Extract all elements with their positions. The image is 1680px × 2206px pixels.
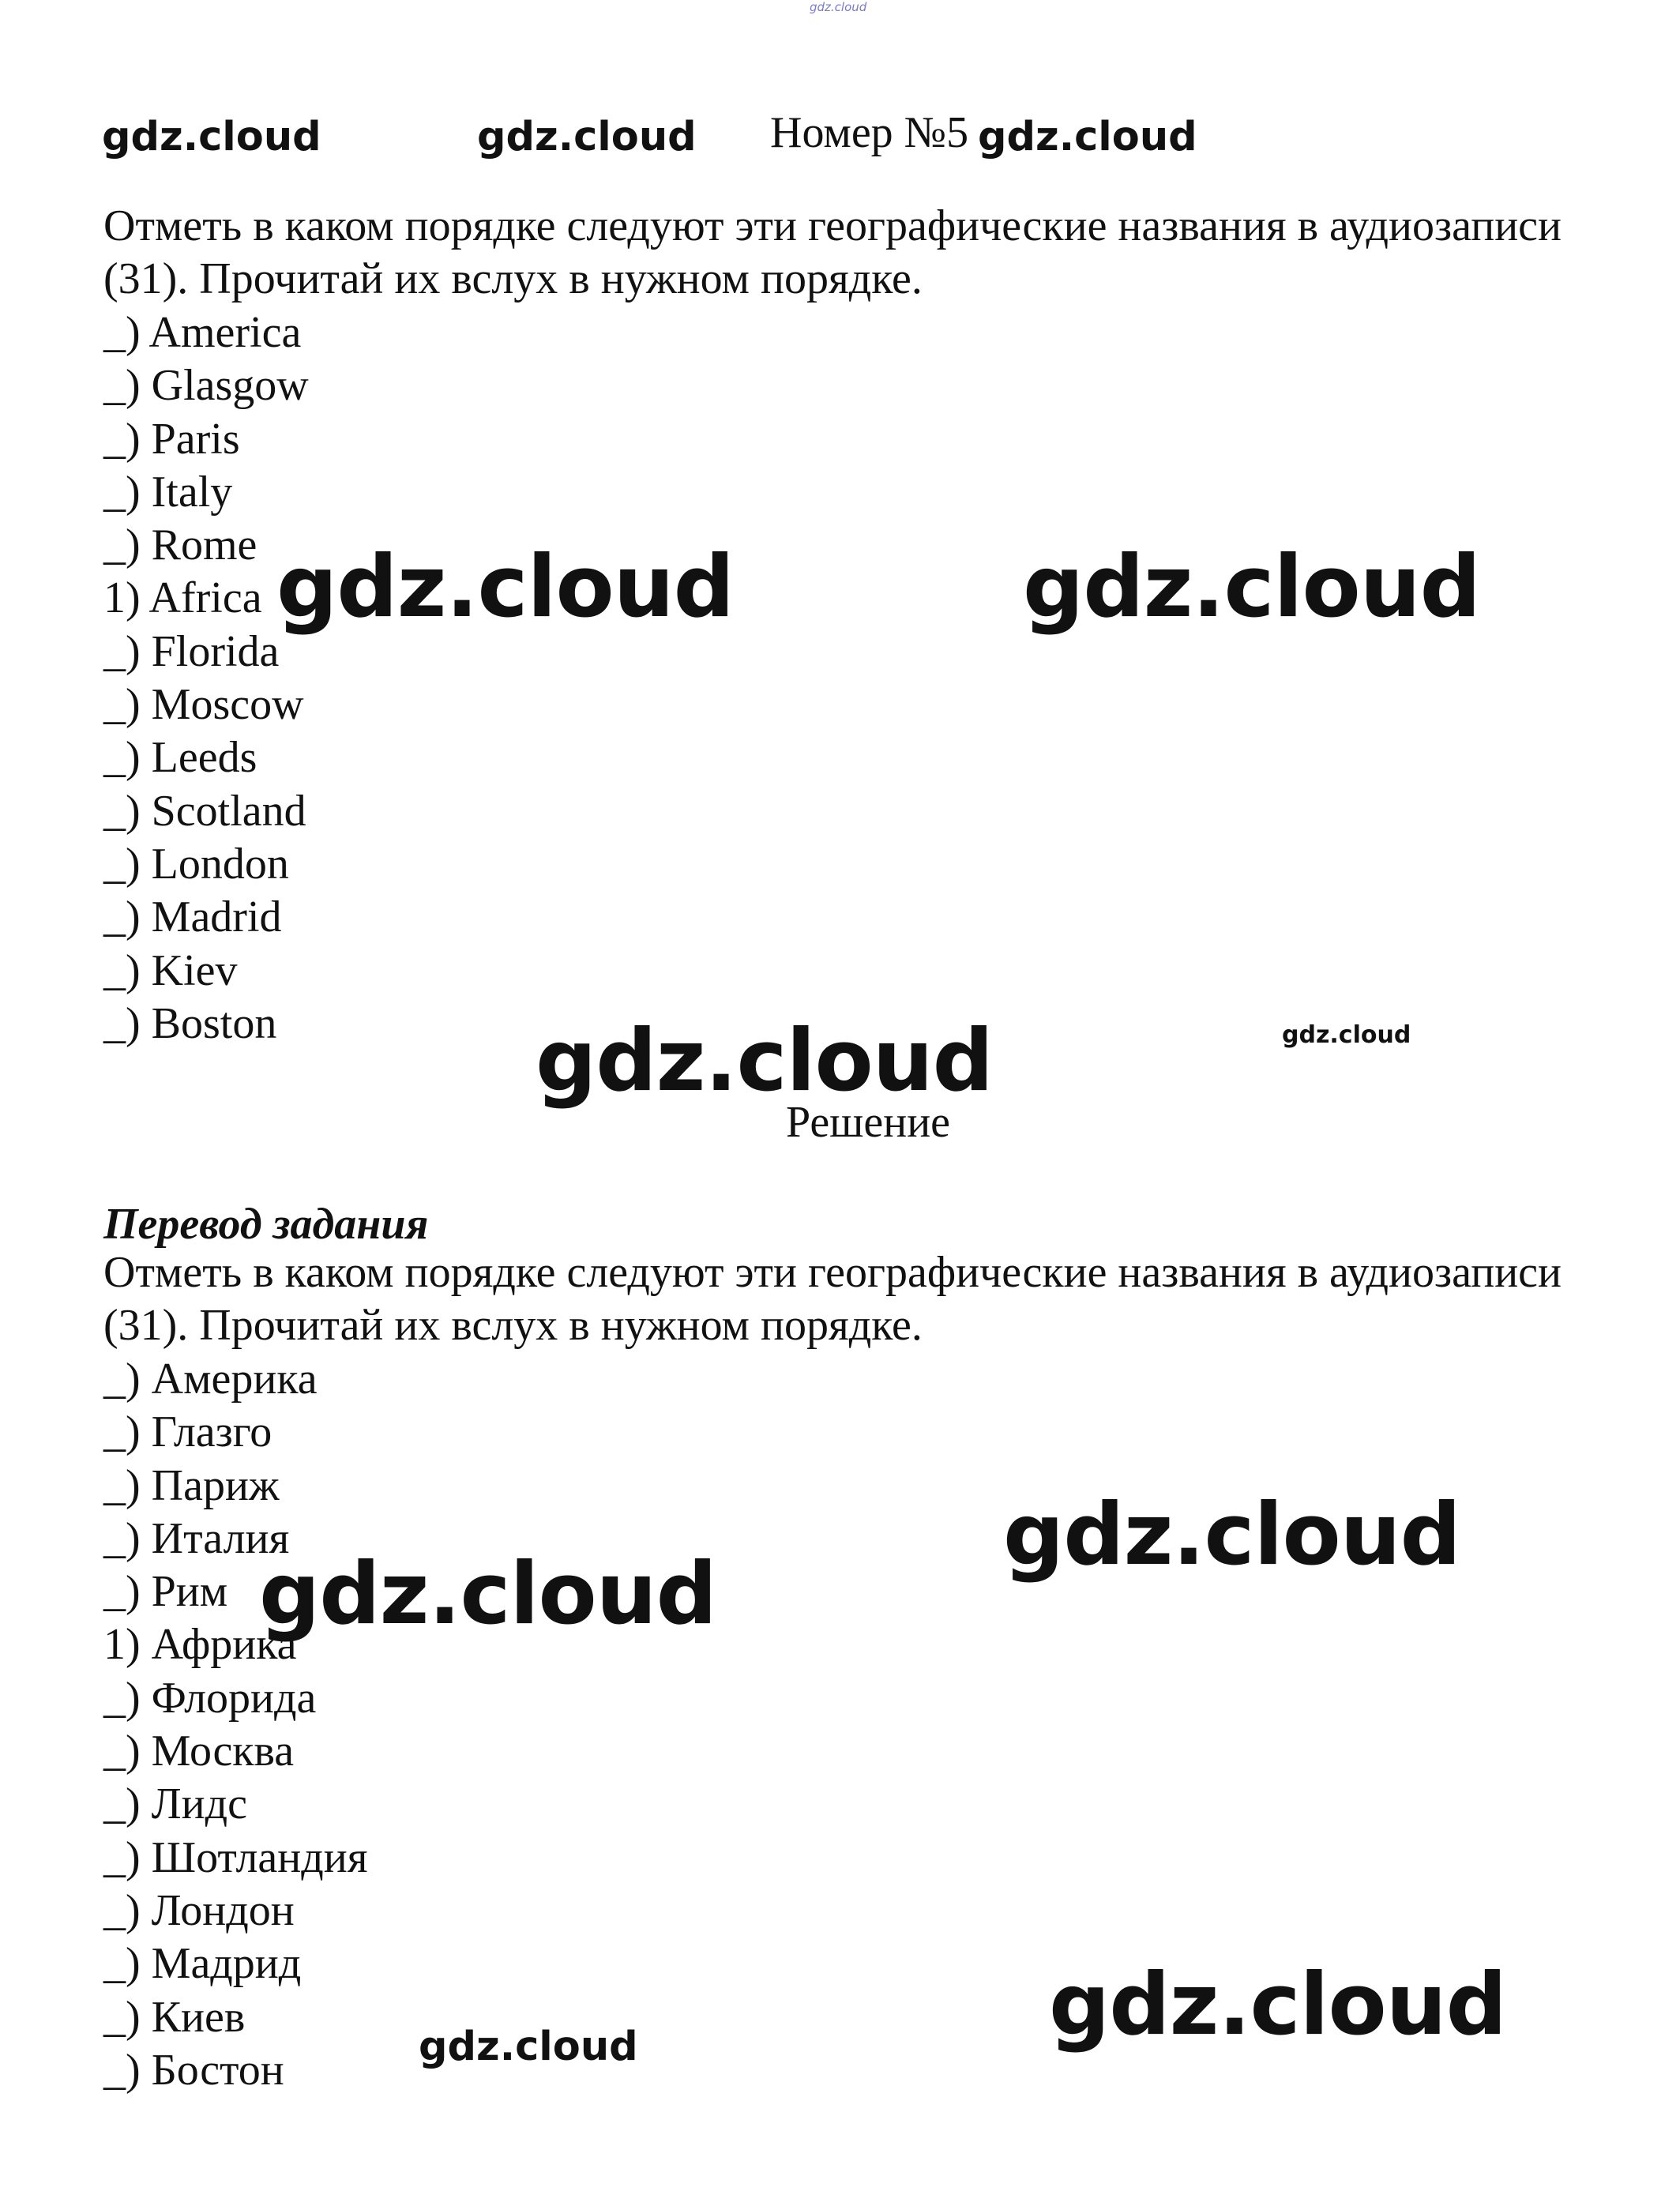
list-item: _) Лидс [103,1779,247,1829]
page-title: Номер №5 [770,108,969,157]
list-item: _) London [103,839,289,889]
watermark: gdz.cloud [536,1012,993,1111]
watermark: gdz.cloud [276,538,734,637]
translation-list [103,1353,367,2097]
watermark: gdz.cloud [1282,1021,1411,1049]
watermark: gdz.cloud [978,114,1197,160]
list-item: _) Scotland [103,786,306,836]
list-item: _) Glasgow [103,361,309,411]
translation-instruction: Отметь в каком порядке следуют эти географические названия в аудиозаписи (31). Прочитай их вслух в нужном порядке. [103,1248,1562,1350]
list-item: _) Глазго [103,1407,272,1457]
list-item: 1) Африка [103,1620,297,1670]
watermark: gdz.cloud [1049,1956,1506,2054]
watermark: gdz.cloud [477,114,697,160]
list-item: _) Rome [103,520,257,570]
watermark: gdz.cloud [1023,538,1480,637]
list-item: _) Italy [103,467,233,517]
list-item: _) Лондон [103,1885,295,1935]
watermark: gdz.cloud [1003,1486,1460,1584]
list-item: _) Kiev [103,945,238,995]
list-item: _) Мадрид [103,1939,302,1989]
task-list [103,306,309,1050]
solution-label: Решение [786,1098,951,1147]
list-item: _) America [103,308,302,357]
list-item: _) Флорида [103,1673,317,1723]
list-item: _) Шотландия [103,1832,368,1882]
translation-heading: Перевод задания [103,1200,429,1249]
list-item: _) Бостон [103,2045,284,2095]
list-item: 1) Africa [103,573,262,623]
watermark: gdz.cloud [102,114,321,160]
list-item: _) Florida [103,626,280,676]
list-item: _) Leeds [103,733,257,783]
list-item: _) Италия [103,1513,290,1563]
list-item: _) Рим [103,1567,228,1617]
list-item: _) Америка [103,1355,318,1404]
list-item: _) Moscow [103,680,304,730]
list-item: _) Москва [103,1727,295,1776]
list-item: _) Париж [103,1460,280,1510]
list-item: _) Paris [103,414,240,464]
task-instruction: Отметь в каком порядке следуют эти географические названия в аудиозаписи (31). Прочитай их вслух в нужном порядке. [103,201,1562,303]
list-item: _) Boston [103,998,277,1048]
list-item: _) Киев [103,1992,246,2042]
list-item: _) Madrid [103,893,282,942]
watermark: gdz.cloud [810,0,867,14]
watermark: gdz.cloud [259,1545,716,1644]
watermark: gdz.cloud [419,2024,638,2070]
